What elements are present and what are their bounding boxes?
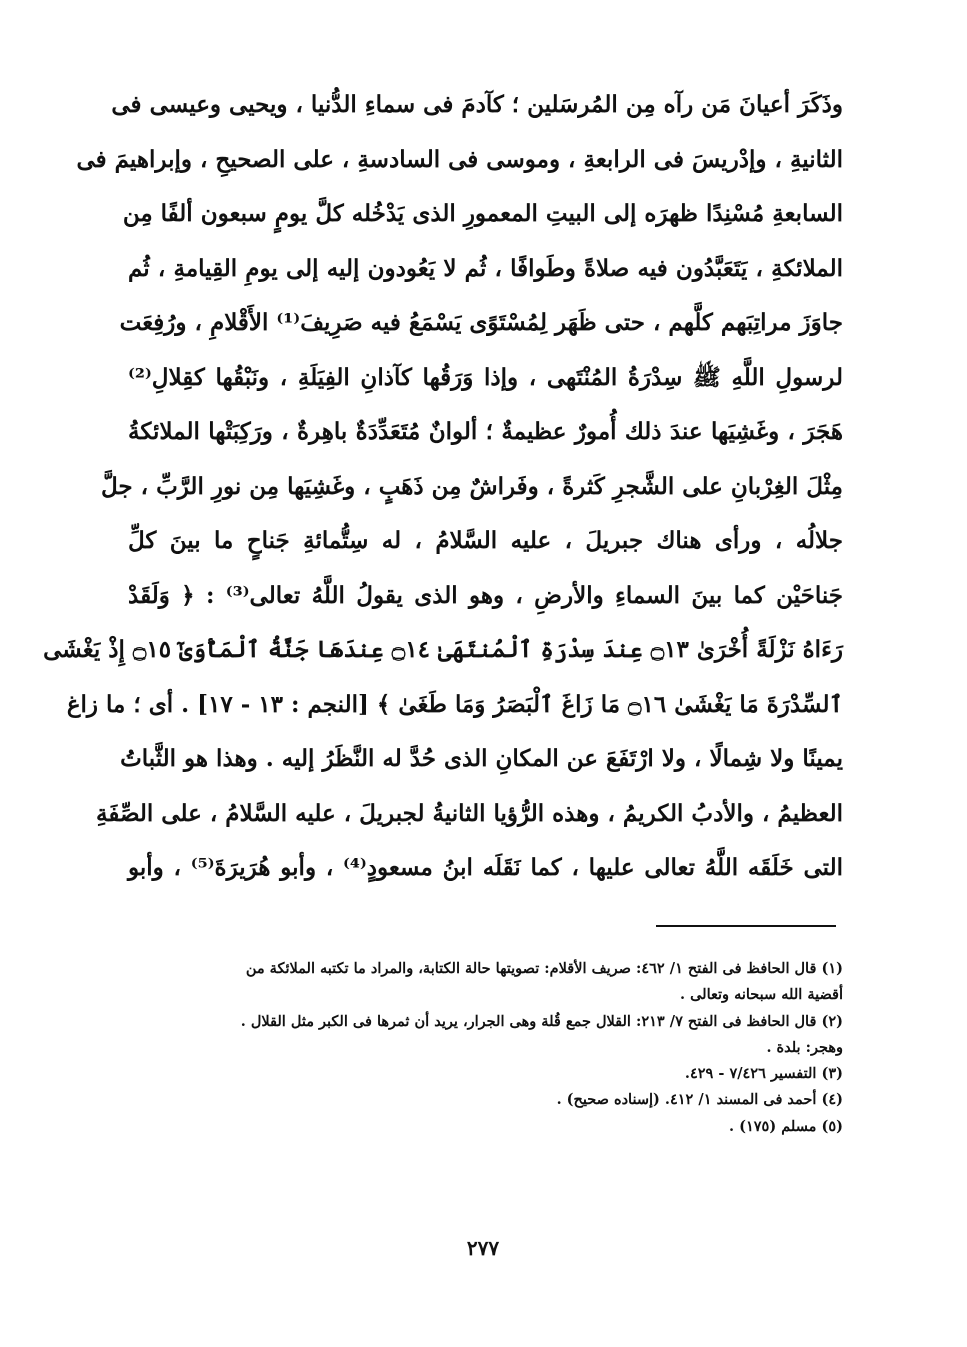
text-line: العظيمُ ، والأدبُ الكريمُ ، وهذه الرُّؤيا الثانيةُ لجبريلَ ، عليه السَّلامُ ، على الصِّفَةِ	[95, 799, 843, 827]
footnote-separator	[656, 925, 836, 927]
text-line: وذَكَرَ أعيانَ مَن رآه مِن المُرسَلين ؛ كآدمَ فى سماءِ الدُّنيا ، ويحيى وعيسى فى	[111, 91, 843, 118]
text-line: مِثْلَ الغِرْبانِ على الشَّجرِ كَثرةً ، وفَراشٌ مِن ذَهَبٍ ، وغَشِيَها مِن نورِ الرَّبِّ ، جلَّ	[101, 472, 843, 500]
text-line: لرسولِ اللَّهِ ﷺ سِدْرَةُ المُنْتَهى ، وإذا وَرَقُها كآذانِ الفِيَلَةِ ، ونَبْقُها كقِلالِ⁽²⁾	[128, 363, 843, 391]
page-number: ٢٧٧	[466, 1236, 500, 1260]
footnotes	[128, 956, 843, 1140]
text-line: التى خَلَقَه اللَّهُ تعالى عليها ، كما نَقَلَه ابنُ مسعودٍ⁽⁴⁾ ، وأبو هُرَيرَةَ⁽⁵⁾ ، وأبو	[128, 854, 843, 881]
footnote-5: (٥) مسلم (١٧٥) .	[729, 1117, 843, 1135]
text-line: الثانيةِ ، وإدْريسَ فى الرابعةِ ، وموسى فى السادسةِ ، على الصحيحِ ، وإبراهيمَ فى	[76, 145, 843, 173]
footnote-2: (٢) قال الحافظ فى الفتح ٧/ ٢١٣: القلال جمع قُلة وهى الجرار، يريد أن ثمرها فى الكبر مثل القلال .	[240, 1012, 843, 1030]
text-line: الملائكةِ ، يَتَعَبَّدُون فيه صلاةً وطَوافًا ، ثُم لا يَعُودون إليه إلى يومِ القِيامةِ ، ثُم	[128, 254, 843, 282]
text-line: السابعةِ مُسْنِدًا ظهرَه إلى البيتِ المعمورِ الذى يَدْخُله كلَّ يومٍ سبعون ألفًا مِن	[122, 200, 843, 227]
footnote-1: (١) قال الحافظ فى الفتح ١/ ٤٦٢: صريف الأقلام: تصويتها حالة الكتابة، والمراد ما تكتبه الملائكة من	[245, 960, 843, 977]
text-line: جاوَزَ مراتِبَهم كلَّهم ، حتى ظَهَر لِمُسْتَوًى يَسْمَعُ فيه صَرِيفَ⁽¹⁾ الأَقْلامِ ، ورُفِعَت	[119, 309, 843, 336]
text-line: هَجَرَ ، وغَشِيَها عندَ ذلك أُمورٌ عظيمةٌ ؛ ألوانٌ مُتَعَدِّدَةٌ باهِرةٌ ، ورَكِبَتْها الملائكةُ	[128, 418, 843, 445]
main-text	[43, 78, 843, 896]
footnote-3: (٣) التفسير ٧/٤٢٦ - ٤٢٩.	[684, 1065, 843, 1083]
footnote-2-continuation: وهجر: بلدة .	[766, 1038, 843, 1056]
text-line: جَناحَيْن كما بينَ السماءِ والأرضِ ، وهو الذى يقولُ اللَّهُ تعالى⁽³⁾ : ﴿ وَلَقَدْ	[128, 581, 843, 609]
quran-verse-line: رَءَاهُ نَزْلَةً أُخْرَىٰ ۝١٣ عِندَ سِدْرَةِ ٱلْمُنتَهَىٰ ۝١٤ عِندَهَا جَنَّةُ ٱلْمَأْوَىٰٓ ۝١٥ إِذْ يَغْشَى	[43, 636, 843, 663]
text-line: جلالُه ، ورأى هناك جبريلَ ، عليه السَّلامُ ، له سِتُّمائةِ جَناحٍ ما بينَ كلِّ	[128, 527, 843, 554]
text-line: يمينًا ولا شِمالًا ، ولا ارْتَفَعَ عن المكانِ الذى حُدَّ له النَّظَرُ إليه . وهذا هو الثَّباتُ	[120, 745, 843, 772]
quran-verse-line: ٱلسِّدْرَةَ مَا يَغْشَىٰ ۝١٦ مَا زَاغَ ٱلْبَصَرُ وَمَا طَغَىٰ ﴾ [النجم : ١٣ - ١٧] . أى ؛ ما زاغ	[66, 690, 843, 718]
footnote-1-continuation: أقضية الله سبحانه وتعالى .	[679, 986, 843, 1004]
footnote-4: (٤) أحمد فى المسند ١/ ٤١٢. (إسناده صحيح) .	[556, 1091, 843, 1109]
